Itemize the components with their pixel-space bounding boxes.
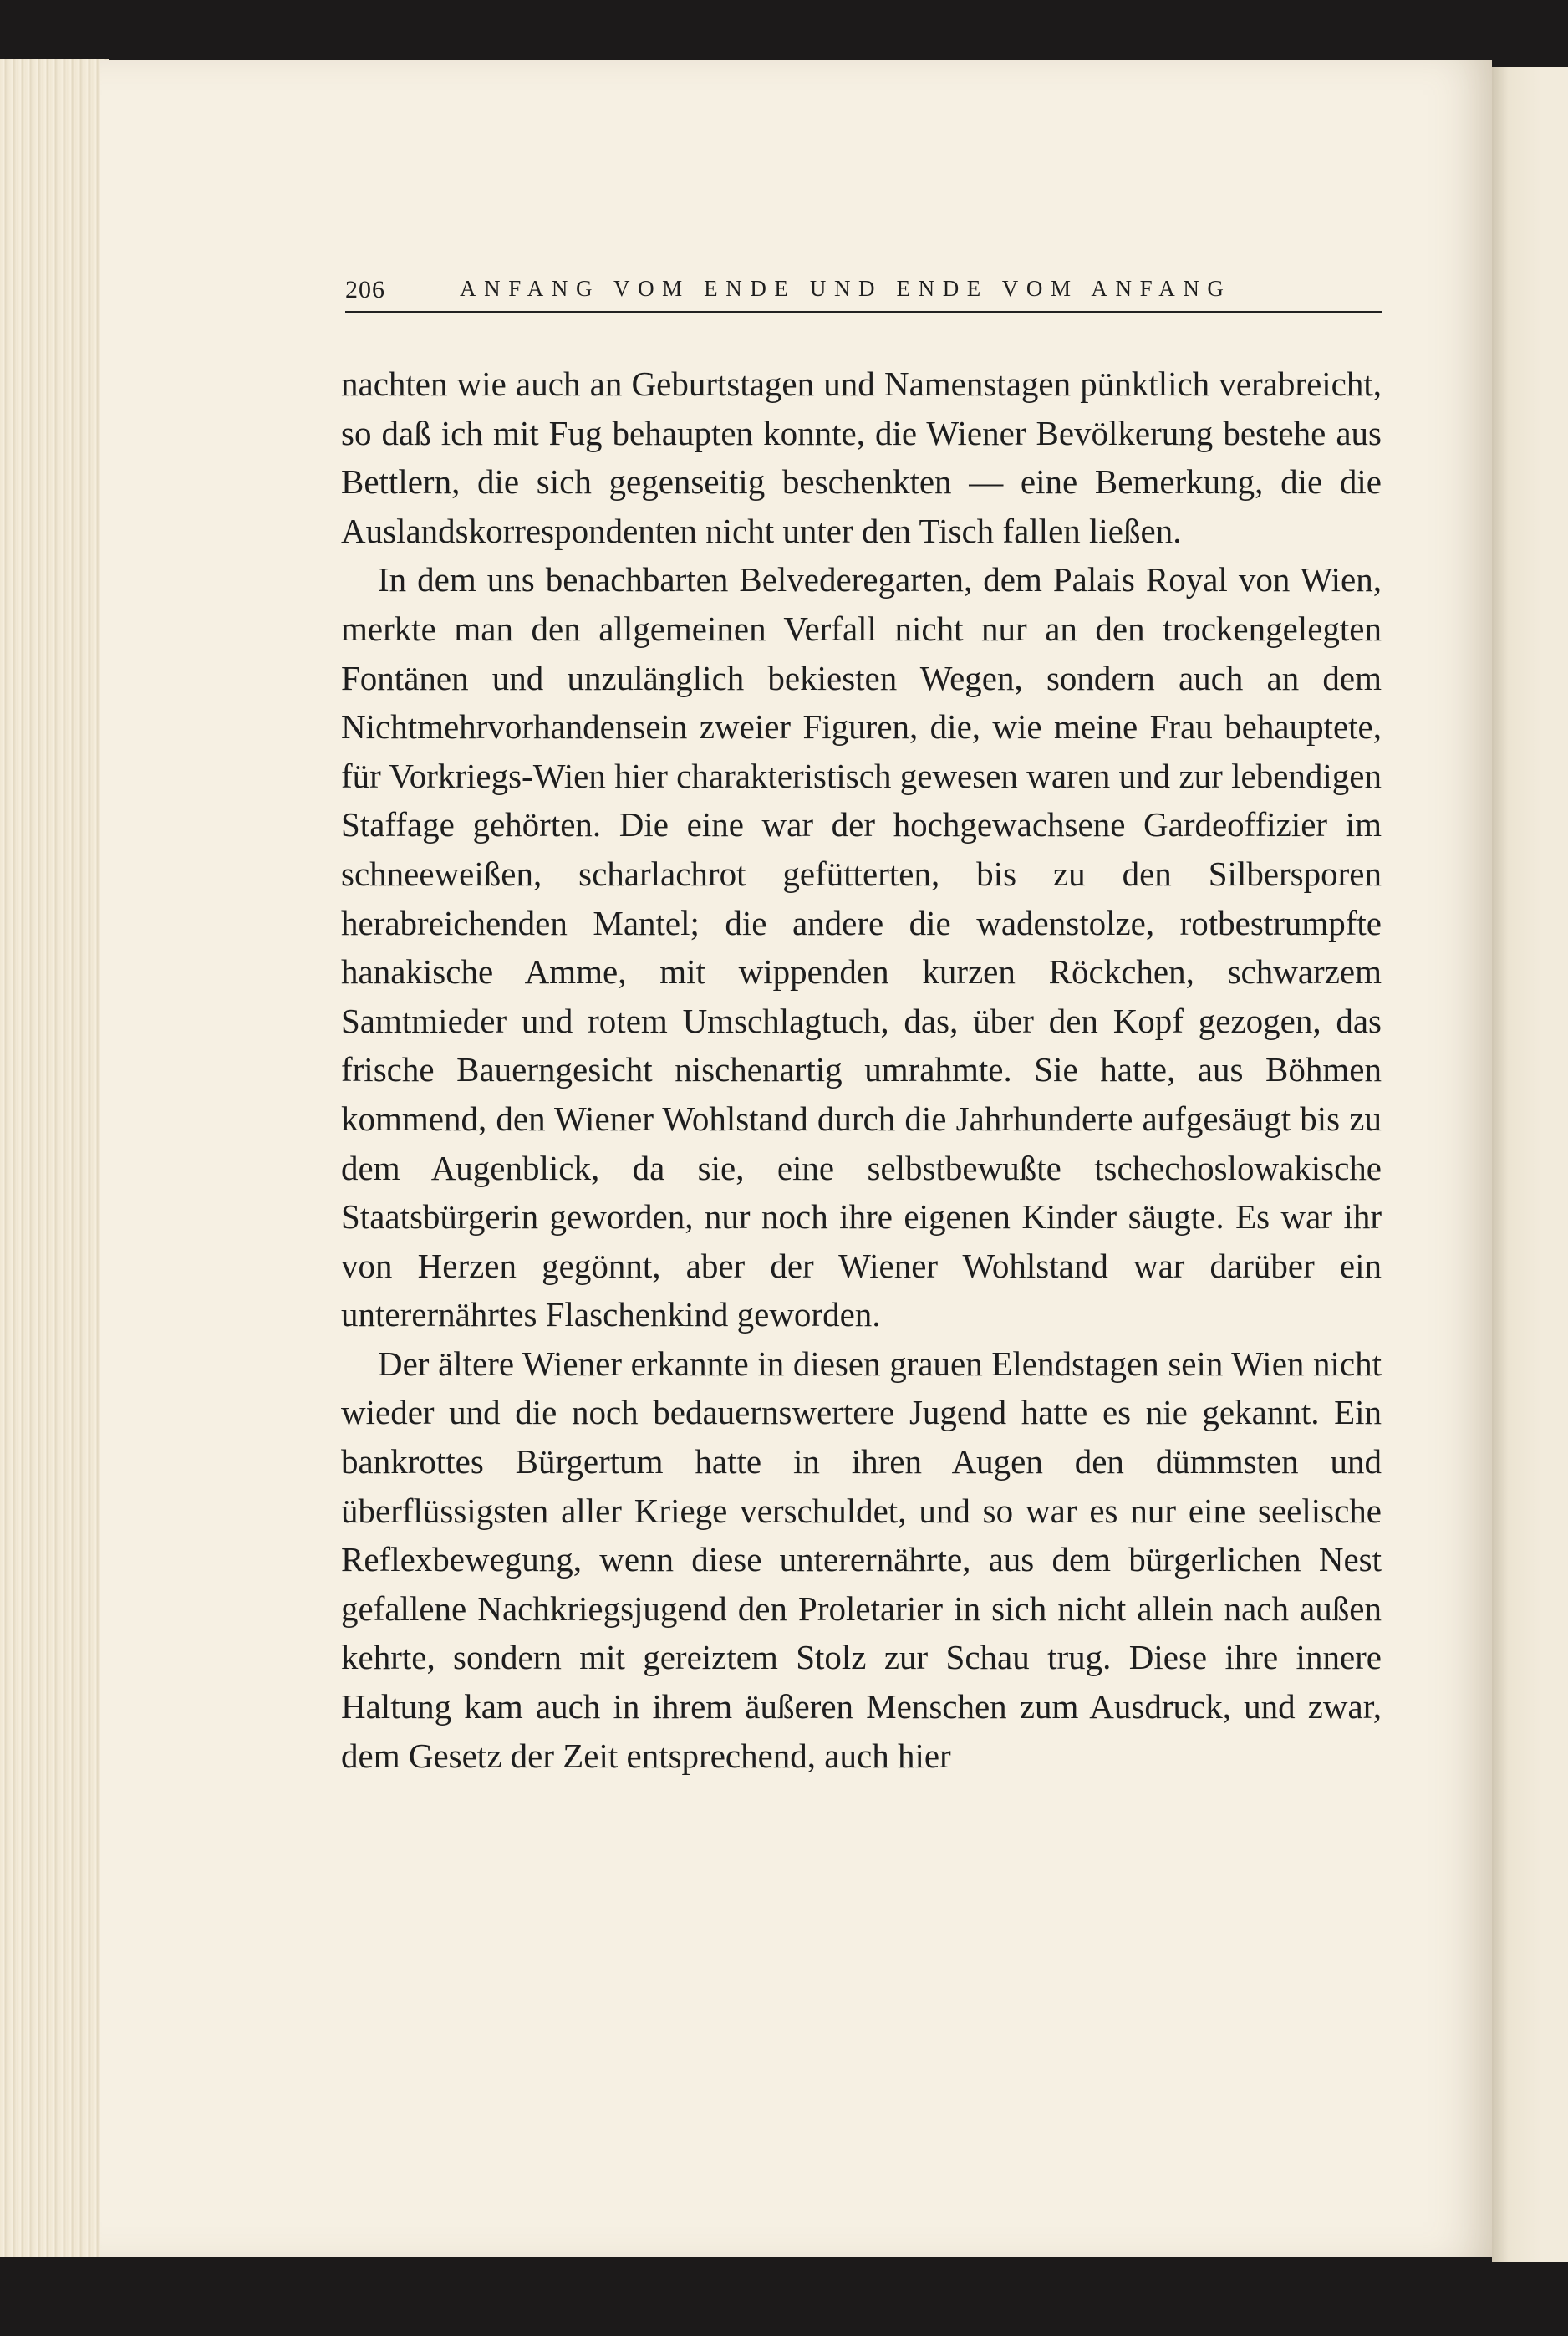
paragraph: Der ältere Wiener erkannte in diesen grauen Elendstagen sein Wien nicht wieder und die noch bedauernswertere Jugend hatte es nie gekannt. Ein bankrottes Bürgertum hatte in ihren Augen den dümmsten und überflüssigsten aller Kriege verschuldet, und so war es nur eine seelische Reflexbewegung, wenn diese unterernährte, aus dem bürgerlichen Nest gefallene Nachkriegsjugend den Proletarier in sich nicht allein nach außen kehrte, sondern mit gereiztem Stolz zur Schau trug. Diese ihre innere Haltung kam auch in ihrem äußeren Menschen zum Ausdruck, und zwar, dem Gesetz der Zeit entsprechend, auch hier [341,1344,1382,1775]
facing-page-edge [1492,67,1568,2262]
running-title: ANFANG VOM ENDE UND ENDE VOM ANFANG [460,276,1232,301]
paragraph-continued: nachten wie auch an Geburtstagen und Namenstagen pünktlich verabreicht, so daß ich mit Fug behaupten konnte, die Wiener Bevölkerung bestehe aus Bettlern, die sich gegenseitig beschenkten — eine Bemerkung, die die Auslandskorrespondenten nicht unter den Tisch fallen ließen. [341,365,1382,550]
paragraph: In dem uns benachbarten Belvederegarten, dem Palais Royal von Wien, merkte man den allgemeinen Verfall nicht nur an den trockengelegten Fontänen und unzulänglich bekiesten Wegen, sondern auch an dem Nichtmehrvorhandensein zweier Figuren, die, wie meine Frau behauptete, für Vorkriegs-Wien hier charakteristisch gewesen waren und zur lebendigen Staffage gehörten. Die eine war der hochgewachsene Gardeoffizier im schneeweißen, scharlachrot gefütterten, bis zu den Silbersporen herabreichenden Mantel; die andere die wadenstolze, rotbestrumpfte hanakische Amme, mit wippenden kurzen Röckchen, schwarzem Samtmieder und rotem Umschlagtuch, das, über den Kopf gezogen, das frische Bauerngesicht nischenartig umrahmte. Sie hatte, aus Böhmen kommend, den Wiener Wohlstand durch die Jahrhunderte aufgesäugt bis zu dem Augenblick, da sie, eine selbstbewußte tschechoslowakische Staatsbürgerin geworden, nur noch ihre eigenen Kinder säugte. Es war ihr von Herzen gegönnt, aber der Wiener Wohlstand war darüber ein unterernährtes Flaschenkind geworden. [341,560,1382,1334]
page-header [345,266,1382,313]
page-edges [0,59,109,2257]
body-text [341,360,1382,1780]
page-number: 206 [345,276,385,303]
